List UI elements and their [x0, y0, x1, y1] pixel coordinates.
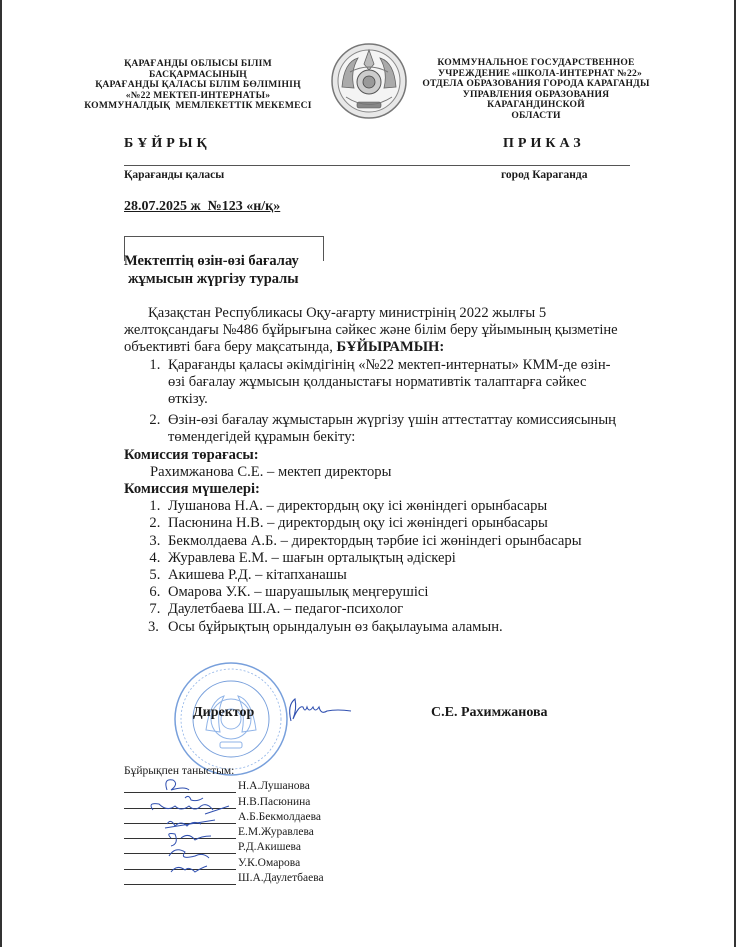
- order-date-number: 28.07.2025 ж №123 «н/қ»: [124, 199, 281, 214]
- item-number: 3.: [148, 618, 159, 635]
- header-kz-line: ҚАРАҒАНДЫ ҚАЛАСЫ БІЛІМ БӨЛІМІНІҢ: [95, 79, 301, 91]
- header-kz-line: ҚАРАҒАНДЫ ОБЛЫСЫ БІЛІМ: [124, 58, 272, 69]
- order-title-ru: ПРИКАЗ: [503, 136, 585, 151]
- header-kz-line: «№22 МЕКТЕП-ИНТЕРНАТЫ»: [125, 89, 271, 101]
- intro-paragraph: [124, 305, 624, 357]
- staff-signatures-icon: [145, 776, 285, 886]
- order-body: [124, 305, 624, 636]
- header-ru-line: ОБЛАСТИ: [511, 109, 561, 121]
- ack-name: Н.В.Пасюнина: [238, 795, 311, 808]
- ack-name: Е.М.Журавлева: [238, 826, 314, 839]
- member-item: 4. Журавлева Е.М. – шағын орталықтың әдіскері: [164, 550, 624, 567]
- acknowledgement-label: Бұйрықпен таныстым:: [124, 765, 235, 777]
- ack-name: Р.Д.Акишева: [238, 841, 301, 854]
- member-item: 5. Акишева Р.Д. – кітапханашы: [164, 567, 624, 584]
- ack-name: Ш.А.Даулетбаева: [238, 872, 324, 885]
- member-item: 1. Лушанова Н.А. – директордың оқу ісі жөніндегі орынбасары: [164, 498, 624, 515]
- window-frame-left: [0, 0, 2, 947]
- member-item: 6. Омарова У.К. – шаруашылық меңгерушісі: [164, 584, 624, 601]
- ack-name: Н.А.Лушанова: [238, 780, 310, 793]
- header-divider: [124, 165, 630, 166]
- order-item-3: [124, 619, 624, 636]
- header-ru-school: «ШКОЛА-ИНТЕРНАТ №22»: [511, 67, 642, 79]
- order-subject: [124, 252, 299, 288]
- header-ru: [416, 58, 656, 122]
- director-name: С.Е. Рахимжанова: [431, 705, 548, 720]
- director-signature-icon: [283, 695, 353, 725]
- intro-text: Қазақстан Республикасы Оқу-ағарту министрінің 2022 жылғы 5 желтоқсандағы №486 бұйрығына сәйкес және білім беру ұйымының қызметіне объективті баға беру мақсатында,: [124, 305, 618, 356]
- order-items: [124, 357, 624, 447]
- chair-person: Рахимжанова С.Е. – мектеп директоры: [150, 463, 392, 480]
- member-item: 3. Бекмолдаева А.Б. – директордың тәрбие ісі жөніндегі орынбасары: [164, 533, 624, 550]
- order-item: 1. Қарағанды қаласы әкімдігінің «№22 мектеп-интернаты» КММ-де өзін-өзі бағалау жұмысын қолданыстағы нормативтік талаптарға сәйкес өткізу.: [164, 357, 624, 409]
- city-ru: город Караганда: [501, 169, 588, 181]
- subject-line: жұмысын жүргізу туралы: [128, 271, 299, 287]
- order-title-kz: БҰЙРЫҚ: [124, 136, 211, 151]
- subject-line: Мектептің өзін-өзі бағалау: [124, 253, 299, 269]
- members-list: [124, 498, 624, 618]
- city-kz: Қарағанды қаласы: [124, 169, 225, 181]
- header-kz-line: КОММУНАЛДЫҚ МЕМЛЕКЕТТІК МЕКЕМЕСІ: [84, 100, 312, 112]
- member-item: 2. Пасюнина Н.В. – директордың оқу ісі жөніндегі орынбасары: [164, 515, 624, 532]
- member-item: 7. Даулетбаева Ш.А. – педагог-психолог: [164, 601, 624, 618]
- header-ru-word: УЧРЕЖДЕНИЕ: [438, 67, 511, 79]
- header-ru-line: ОТДЕЛА ОБРАЗОВАНИЯ ГОРОДА КАРАГАНДЫ: [422, 78, 650, 90]
- ack-name: А.Б.Бекмолдаева: [238, 810, 322, 823]
- header-ru-line: УПРАВЛЕНИЯ ОБРАЗОВАНИЯ КАРАГАНДИНСКОЙ: [462, 88, 610, 111]
- state-emblem-icon: [330, 42, 408, 120]
- header-kz-line: БАСҚАРМАСЫНЫҢ: [149, 68, 247, 80]
- header-kz: [82, 59, 314, 112]
- director-role: Директор: [193, 705, 255, 720]
- header-ru-line: КОММУНАЛЬНОЕ ГОСУДАРСТВЕННОЕ: [437, 57, 635, 68]
- members-heading: Комиссия мүшелері:: [124, 481, 260, 498]
- ack-name: У.К.Омарова: [238, 856, 301, 869]
- item-text: Осы бұйрықтың орындалуын өз бақылауыма аламын.: [168, 618, 503, 635]
- chair-heading: Комиссия төрағасы:: [124, 446, 259, 463]
- order-item: 2. Өзін-өзі бағалау жұмыстарын жүргізу үшін аттестаттау комиссиясының төмендегідей құрамын бекіту:: [164, 412, 624, 446]
- order-verb: БҰЙЫРАМЫН:: [336, 339, 445, 356]
